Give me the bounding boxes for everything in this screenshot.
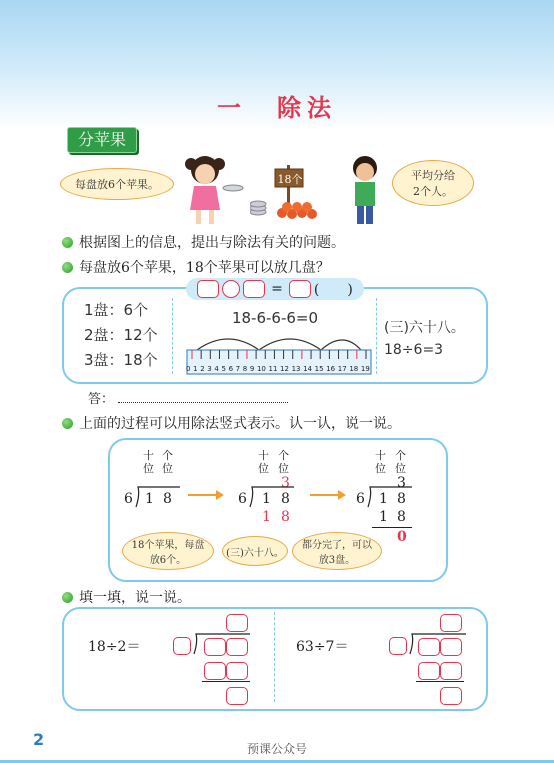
answer-box[interactable] bbox=[289, 280, 311, 298]
ruler-tick-label: 5 bbox=[221, 365, 226, 373]
green-dot-icon bbox=[62, 262, 73, 273]
place-label: 位 bbox=[375, 462, 386, 475]
plate-line: 2盘：12个 bbox=[84, 326, 158, 344]
tens-heading: 十 bbox=[375, 449, 386, 462]
dividend-ones: 8 bbox=[397, 491, 406, 507]
quotient-box[interactable] bbox=[440, 612, 462, 632]
answer-box[interactable] bbox=[243, 280, 265, 298]
divisor-box[interactable] bbox=[389, 635, 407, 655]
bullet-text: 根据图上的信息，提出与除法有关的问题。 bbox=[79, 235, 345, 251]
boy-illustration bbox=[345, 150, 385, 228]
cloud-text: 18个苹果，每盘放6个。 bbox=[131, 540, 205, 566]
divisor: 6 bbox=[124, 491, 133, 507]
ruler-tick-label: 16 bbox=[326, 365, 336, 373]
ruler-tick-label: 17 bbox=[337, 365, 347, 373]
page-number: 2 bbox=[33, 730, 45, 749]
divisor-box[interactable] bbox=[173, 635, 191, 655]
arrow-icon bbox=[186, 488, 226, 502]
dividend-tens: 1 bbox=[262, 491, 271, 507]
thought-cloud bbox=[222, 536, 288, 566]
thought-cloud bbox=[122, 532, 214, 570]
product-ones: 8 bbox=[397, 509, 406, 525]
remainder-digit: 0 bbox=[397, 529, 407, 545]
left-bubble-text: 每盘放6个苹果。 bbox=[75, 178, 159, 191]
bullet-text: 每盘放6个苹果，18个苹果可以放几盘？ bbox=[79, 260, 330, 276]
bullet-vertical-form bbox=[62, 413, 401, 433]
right-speech-bubble bbox=[392, 160, 474, 206]
ruler-tick-label: 3 bbox=[207, 365, 212, 373]
unit-paren: ( ) bbox=[313, 282, 353, 298]
dividend-ones: 8 bbox=[163, 491, 172, 507]
ones-heading: 个 bbox=[162, 449, 173, 462]
ones-heading: 个 bbox=[395, 449, 406, 462]
ruler-tick-label: 11 bbox=[268, 365, 278, 373]
ruler-tick-label: 10 bbox=[256, 365, 266, 373]
answer-line[interactable] bbox=[118, 402, 288, 403]
ruler-tick-label: 13 bbox=[291, 365, 301, 373]
product-box[interactable] bbox=[226, 660, 248, 680]
cloud-text: (三)六十八。 bbox=[226, 547, 284, 559]
place-label: 位 bbox=[162, 462, 173, 475]
green-dot-icon bbox=[62, 237, 73, 248]
bullet-fill-in bbox=[62, 587, 191, 607]
dividend-tens: 1 bbox=[379, 491, 388, 507]
ruler-tick-label: 12 bbox=[280, 365, 289, 373]
green-dot-icon bbox=[62, 418, 73, 429]
quotient-box[interactable] bbox=[226, 612, 248, 632]
operator-circle[interactable] bbox=[222, 280, 240, 298]
equation-strip bbox=[186, 278, 364, 300]
ruler-tick-label: 4 bbox=[214, 365, 219, 373]
remainder-box[interactable] bbox=[226, 685, 248, 705]
ruler-labels bbox=[186, 365, 370, 373]
product-tens: 1 bbox=[379, 509, 388, 525]
chapter-title: 一 除法 bbox=[217, 94, 337, 122]
green-dot-icon bbox=[62, 592, 73, 603]
cloud-text: 都分完了，可以放3盘。 bbox=[302, 540, 372, 566]
divisor: 6 bbox=[238, 491, 247, 507]
bullet-text: 填一填，说一说。 bbox=[79, 590, 191, 606]
quotient-digit: 3 bbox=[397, 475, 406, 491]
plate-line: 3盘：18个 bbox=[84, 351, 158, 369]
ruler-tick-label: 0 bbox=[186, 365, 191, 373]
product-box[interactable] bbox=[418, 660, 440, 680]
divisor: 6 bbox=[356, 491, 365, 507]
dividend-box[interactable] bbox=[204, 636, 226, 656]
divider bbox=[274, 612, 277, 702]
dividend-box[interactable] bbox=[226, 636, 248, 656]
subtraction-line bbox=[372, 527, 412, 528]
thought-cloud bbox=[292, 532, 382, 570]
ruler-tick-label: 6 bbox=[228, 365, 234, 373]
divider bbox=[172, 298, 175, 374]
apple-count-sign: 18个 bbox=[277, 173, 303, 186]
answer-box[interactable] bbox=[197, 280, 219, 298]
bullet-question-1 bbox=[62, 232, 345, 252]
dividend-box[interactable] bbox=[418, 636, 440, 656]
ruler-tick-label: 15 bbox=[314, 365, 324, 373]
place-label: 位 bbox=[395, 462, 406, 475]
product-box[interactable] bbox=[440, 660, 462, 680]
tens-heading: 十 bbox=[143, 449, 154, 462]
division-bracket bbox=[134, 485, 182, 509]
answer-label: 答： bbox=[88, 392, 115, 407]
division-result-note: 18÷6=3 bbox=[384, 342, 444, 358]
division-bracket bbox=[366, 485, 414, 509]
product-ones: 8 bbox=[281, 509, 290, 525]
subtraction-line bbox=[202, 681, 250, 682]
ruler-tick-label: 9 bbox=[249, 365, 255, 373]
tens-heading: 十 bbox=[258, 449, 269, 462]
dividend-box[interactable] bbox=[440, 636, 462, 656]
ruler-tick-label: 1 bbox=[193, 365, 198, 373]
ruler-tick-label: 14 bbox=[303, 365, 313, 373]
plate-line: 1盘：6个 bbox=[84, 301, 149, 319]
place-label: 位 bbox=[278, 462, 289, 475]
practice-equation-left: 18÷2＝ bbox=[88, 639, 141, 655]
ruler-tick-label: 2 bbox=[200, 365, 205, 373]
girl-illustration bbox=[180, 150, 245, 228]
mnemonic-note: (三)六十八。 bbox=[384, 320, 465, 336]
plate-list bbox=[84, 298, 158, 373]
ruler-tick-label: 7 bbox=[235, 365, 241, 373]
subtraction-line bbox=[416, 681, 464, 682]
section-tag: 分苹果 bbox=[67, 127, 137, 153]
place-label: 位 bbox=[258, 462, 269, 475]
arrow-icon bbox=[308, 488, 348, 502]
right-bubble-line1: 平均分给 bbox=[411, 169, 455, 182]
right-bubble-line2: 2个人。 bbox=[413, 185, 453, 198]
remainder-box[interactable] bbox=[440, 685, 462, 705]
dividend-ones: 8 bbox=[281, 491, 290, 507]
footer-watermark: 预课公众号 bbox=[246, 742, 307, 756]
bullet-text: 上面的过程可以用除法竖式表示。认一认，说一说。 bbox=[79, 416, 401, 432]
equals-sign: = bbox=[271, 281, 283, 297]
left-speech-bubble bbox=[60, 168, 174, 200]
product-box[interactable] bbox=[204, 660, 226, 680]
ruler-tick-label: 8 bbox=[242, 365, 248, 373]
place-label: 位 bbox=[143, 462, 154, 475]
ruler-tick-label: 19 bbox=[360, 365, 370, 373]
repeated-subtraction: 18-6-6-6=0 bbox=[231, 309, 319, 327]
bullet-question-2 bbox=[62, 257, 330, 277]
dividend-tens: 1 bbox=[145, 491, 154, 507]
ones-heading: 个 bbox=[278, 449, 289, 462]
ruler-tick-label: 18 bbox=[349, 365, 359, 373]
practice-equation-right: 63÷7＝ bbox=[296, 639, 349, 655]
quotient-digit: 3 bbox=[281, 475, 290, 491]
product-tens: 1 bbox=[262, 509, 271, 525]
divider bbox=[376, 298, 379, 374]
